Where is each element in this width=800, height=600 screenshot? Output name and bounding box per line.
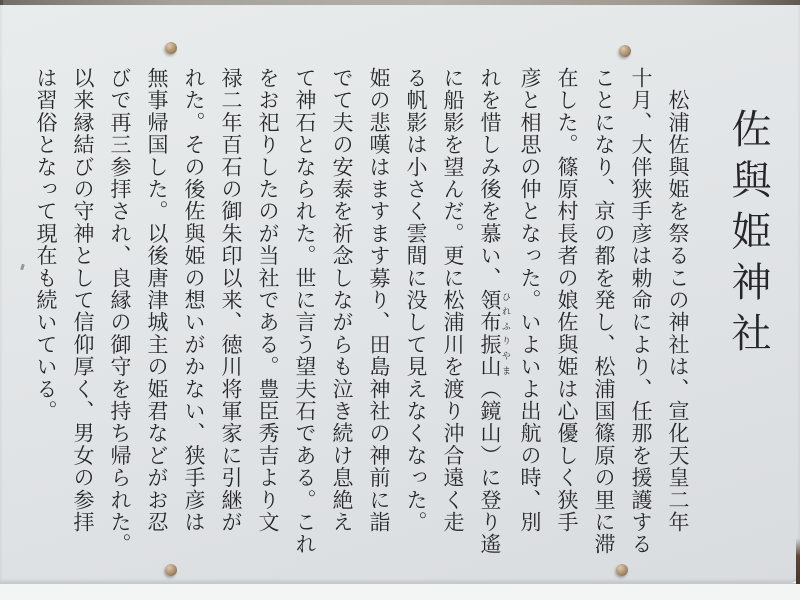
board-speck <box>20 264 25 271</box>
screw-pin-bottom-right <box>616 564 628 576</box>
body-line: 禄二年百石の御朱印以来、徳川将軍家に引継が <box>219 67 243 534</box>
photo-right-edge <box>796 538 800 584</box>
body-line: をお祀りしたのが当社である。豊臣秀吉より文 <box>256 67 280 534</box>
body-line: 彦と相思の仲となった。いよいよ出航の時、別 <box>518 67 542 534</box>
body-line: 松浦佐與姫を祭るこの神社は、宣化天皇二年 <box>666 67 690 534</box>
body-line: 姫の悲嘆はますます募り、田島神社の神前に詣 <box>367 67 391 534</box>
sign-board <box>0 5 800 583</box>
body-line: に船影を望んだ。更に松浦川を渡り沖合遠く走 <box>441 67 465 534</box>
body-line: でて夫の安泰を祈念しながらも泣き続け息絶え <box>330 67 354 534</box>
body-line: れを惜しみ後を慕い、領布振山 ひれふりやま（鏡山）に登り遙 <box>478 67 511 556</box>
body-line: は習俗となって現在も続いている。 <box>34 67 58 423</box>
body-line: 在した。篠原村長者の娘佐與姫は心優しく狭手 <box>555 67 579 534</box>
photo-bottom-edge <box>0 583 800 600</box>
body-line: ことになり、京の都を発し、松浦国篠原の里に滞 <box>592 67 616 556</box>
ruby-annotated-text: 領布振山 ひれふりやま <box>478 289 511 378</box>
body-line: て神石となられた。世に言う望夫石である。これ <box>293 67 317 556</box>
body-line: 以来縁結びの守神として信仰厚く、男女の参拝 <box>71 67 95 534</box>
body-line: る帆影は小さく雲間に没して見えなくなった。 <box>404 67 428 534</box>
body-line: れた。その後佐與姫の想いがかない、狭手彦は <box>182 67 206 534</box>
body-line: 十月、大伴狭手彦は勅命により、任那を援護する <box>629 67 653 556</box>
sign-title: 佐與姫神社 <box>726 108 771 363</box>
body-line: 無事帰国した。以後唐津城主の姫君などがお忍 <box>145 67 169 534</box>
screw-pin-bottom-left <box>165 564 177 576</box>
screw-pin-top-left <box>165 42 177 54</box>
body-line: びで再三参拝され、良縁の御守を持ち帰られた。 <box>108 67 132 556</box>
screw-pin-top-right <box>619 45 631 57</box>
sign-body <box>30 67 696 579</box>
